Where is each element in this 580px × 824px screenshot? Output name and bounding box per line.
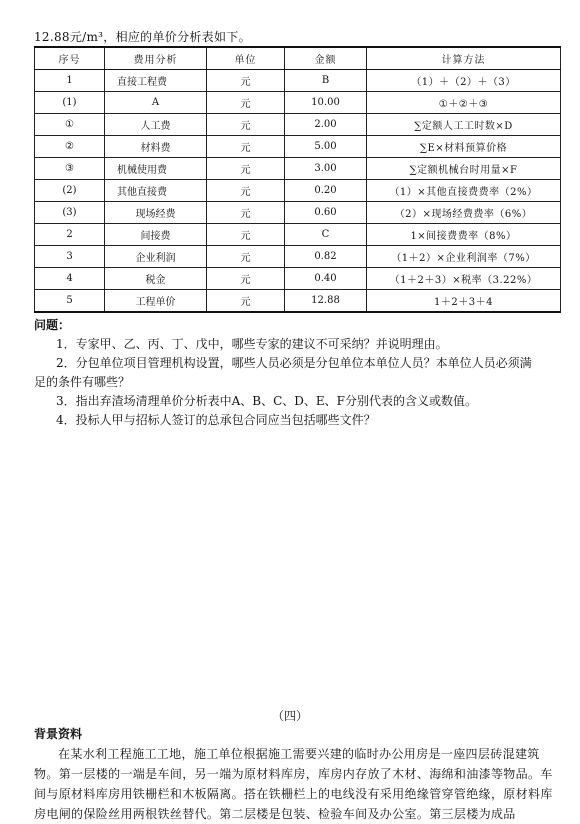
cell-seq: (2) [35,180,105,202]
cell-item: 人工费 [105,114,207,136]
table-row [35,114,561,136]
cell-seq: 4 [35,268,105,290]
table-header-row [35,47,561,70]
header-seq: 序号 [35,47,105,70]
cell-unit: 元 [207,268,285,290]
cell-unit: 元 [207,70,285,92]
cell-seq: 5 [35,290,105,313]
cell-unit: 元 [207,92,285,114]
cell-unit: 元 [207,202,285,224]
question-4: 4．投标人甲与招标人签订的总承包合同应当包括哪些文件？ [56,413,376,427]
cell-item: 材料费 [105,136,207,158]
header-method: 计算方法 [367,47,561,70]
questions-title: 问题： [34,318,71,332]
header-unit: 单位 [207,47,285,70]
cell-seq: ① [35,114,105,136]
cell-unit: 元 [207,224,285,246]
background-section [34,724,564,824]
cell-amount: B [285,70,367,92]
cell-amount: 3.00 [285,158,367,180]
cell-item: 现场经费 [105,202,207,224]
table-row [35,92,561,114]
cell-unit: 元 [207,180,285,202]
cell-item: 工程单价 [105,290,207,313]
questions-section [34,316,564,430]
cell-amount: 10.00 [285,92,367,114]
cell-item: 其他直接费 [105,180,207,202]
unit-price-analysis-table [34,46,561,313]
table-row [35,246,561,268]
cell-method: （1＋2＋3）×税率（3.22%） [367,268,561,290]
table-row [35,136,561,158]
cell-seq: 3 [35,246,105,268]
cell-method: （1）×其他直接费费率（2%） [367,180,561,202]
table-row [35,158,561,180]
cell-amount: 5.00 [285,136,367,158]
cell-amount: 0.40 [285,268,367,290]
cell-unit: 元 [207,114,285,136]
cell-method: ∑E×材料预算价格 [367,136,561,158]
cell-seq: ③ [35,158,105,180]
cell-amount: C [285,224,367,246]
table-row [35,268,561,290]
cell-seq: ② [35,136,105,158]
cell-item: 机械使用费 [105,158,207,180]
background-title: 背景资料 [34,727,83,741]
cell-item: 间接费 [105,224,207,246]
cell-seq: 1 [35,70,105,92]
cell-method: （1）＋（2）＋（3） [367,70,561,92]
cell-amount: 12.88 [285,290,367,313]
cell-seq: (3) [35,202,105,224]
cell-unit: 元 [207,158,285,180]
table-row [35,180,561,202]
cell-amount: 2.00 [285,114,367,136]
question-2: 2．分包单位项目管理机构设置，哪些人员必须是分包单位本单位人员？本单位人员必须满 [56,356,532,370]
background-paragraph: 在某水利工程施工工地，施工单位根据施工需要兴建的临时办公用房是一座四层砖混建筑物。第一层楼的一端是车间，另一端为原材料库房，库房内存放了木材、海绵和油漆等物品。车间与原材料库房用铁栅栏和木板隔离。搭在铁栅栏上的电线没有采用绝缘管穿管绝缘，原材料库房电闸的保险丝用两根铁丝替代。第二层楼是包装、检验车间及办公室。第三层楼为成品 [34,747,553,821]
cell-seq: 2 [35,224,105,246]
section-number: （四） [271,709,308,723]
cell-item: 直接工程费 [105,70,207,92]
table-row [35,224,561,246]
cell-seq: (1) [35,92,105,114]
header-amount: 金额 [285,47,367,70]
question-1: 1．专家甲、乙、丙、丁、戊中，哪些专家的建议不可采纳？并说明理由。 [56,337,448,351]
intro-text: 12.88元/m³，相应的单价分析表如下。 [34,30,251,44]
cell-item: 税金 [105,268,207,290]
cell-method: ∑定额机械台时用量×F [367,158,561,180]
cell-item: 企业利润 [105,246,207,268]
cell-method: ∑定额人工工时数×D [367,114,561,136]
header-cost-item: 费用分析 [105,47,207,70]
cell-method: （2）×现场经费费率（6%） [367,202,561,224]
question-2-continued: 足的条件有哪些？ [34,375,131,389]
question-3: 3．指出弃渣场清理单价分析表中A、B、C、D、E、F分别代表的含义或数值。 [56,394,478,408]
table-row [35,70,561,92]
cell-unit: 元 [207,246,285,268]
cell-method: 1×间接费费率（8%） [367,224,561,246]
cell-unit: 元 [207,136,285,158]
cell-method: ①＋②＋③ [367,92,561,114]
cell-unit: 元 [207,290,285,313]
table-row [35,202,561,224]
table-row [35,290,561,313]
cell-amount: 0.60 [285,202,367,224]
cell-amount: 0.20 [285,180,367,202]
cell-amount: 0.82 [285,246,367,268]
cell-method: （1＋2）×企业利润率（7%） [367,246,561,268]
cell-method: 1＋2＋3＋4 [367,290,561,313]
cell-item: A [105,92,207,114]
